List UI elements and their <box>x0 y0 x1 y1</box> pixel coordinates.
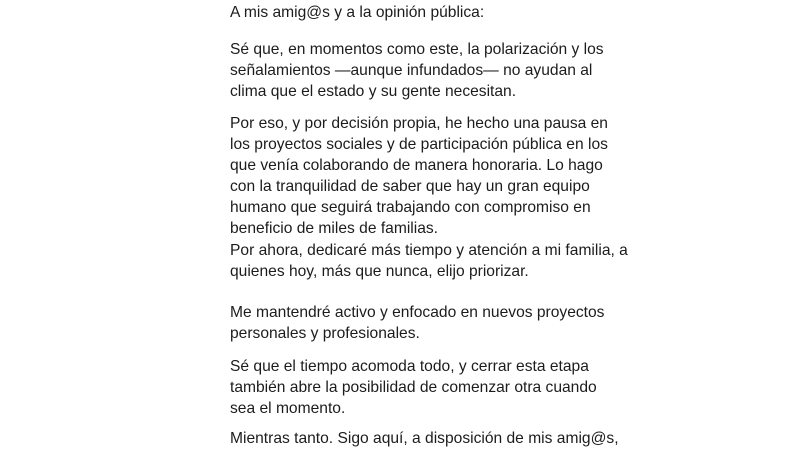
text-line: sea el momento. <box>230 400 346 417</box>
text-line: también abre la posibilidad de comenzar otra cuando <box>230 379 597 396</box>
text-line: con la tranquilidad de saber que hay un gran equipo <box>230 178 590 195</box>
text-line: beneficio de miles de familias. <box>230 220 439 237</box>
text-line: personales y profesionales. <box>230 325 420 342</box>
paragraph-time <box>230 356 610 419</box>
text-line: Me mantendré activo y enfocado en nuevos proyectos <box>230 304 605 321</box>
text-line: que venía colaborando de manera honoraria. Lo hago <box>230 157 603 174</box>
text-line: Por eso, y por decisión propia, he hecho una pausa en <box>230 115 608 132</box>
paragraph-family <box>230 240 628 282</box>
text-line: Sé que el tiempo acomoda todo, y cerrar esta etapa <box>230 358 589 375</box>
text-line: A mis amig@s y a la opinión pública: <box>230 4 485 21</box>
text-line: clima que el estado y su gente necesitan. <box>230 83 517 100</box>
text-line: los proyectos sociales y de participación pública en los <box>230 136 608 153</box>
text-line: humano que seguirá trabajando con compromiso en <box>230 199 591 216</box>
text-line: Por ahora, dedicaré más tiempo y atención a mi familia, a <box>230 242 628 259</box>
paragraph-polarization <box>230 39 610 102</box>
text-line: Mientras tanto. Sigo aquí, a disposición de mis amig@s, <box>230 430 619 447</box>
text-line: señalamientos —aunque infundados— no ayudan al <box>230 62 593 79</box>
text-line: Sé que, en momentos como este, la polarización y los <box>230 41 604 58</box>
text-line: quienes hoy, más que nunca, elijo priorizar. <box>230 263 529 280</box>
paragraph-meanwhile <box>230 428 619 449</box>
salutation-paragraph <box>230 2 610 23</box>
paragraph-pause <box>230 113 610 239</box>
paragraph-projects <box>230 302 610 344</box>
